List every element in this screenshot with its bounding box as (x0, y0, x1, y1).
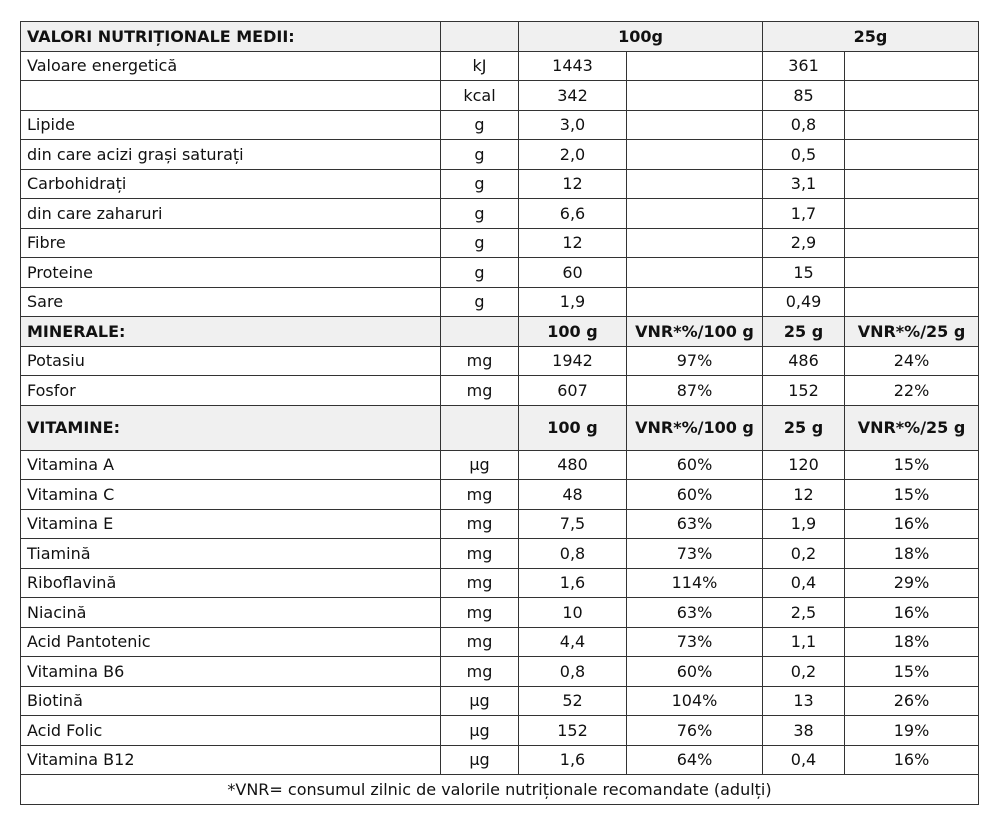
unit-cell: µg (441, 450, 519, 480)
vnr-100g: 104% (627, 686, 763, 716)
value-25g: 12 (763, 480, 845, 510)
unit-cell: mg (441, 539, 519, 569)
header-unit-cell (441, 405, 519, 450)
value-100g: 3,0 (519, 110, 627, 140)
header-100g: 100g (519, 22, 763, 52)
value-100g: 52 (519, 686, 627, 716)
vnr-25g: 15% (845, 450, 979, 480)
table-row (21, 81, 979, 111)
vnr-25g: 15% (845, 657, 979, 687)
vitamins-label: VITAMINE: (21, 405, 441, 450)
nutrient-name: Fibre (21, 228, 441, 258)
value-100g: 342 (519, 81, 627, 111)
empty-cell (845, 81, 979, 111)
table-row (21, 228, 979, 258)
value-100g: 1942 (519, 346, 627, 376)
nutrient-name: Valoare energetică (21, 51, 441, 81)
unit-cell: g (441, 228, 519, 258)
value-25g: 0,49 (763, 287, 845, 317)
header-row (21, 22, 979, 52)
empty-cell (627, 140, 763, 170)
empty-cell (845, 287, 979, 317)
value-100g: 7,5 (519, 509, 627, 539)
value-25g: 85 (763, 81, 845, 111)
value-100g: 1,6 (519, 568, 627, 598)
nutrient-name: Vitamina E (21, 509, 441, 539)
value-100g: 12 (519, 228, 627, 258)
vnr-100g: 97% (627, 346, 763, 376)
header-vnr-100g: VNR*%/100 g (627, 317, 763, 347)
nutrient-name: din care zaharuri (21, 199, 441, 229)
empty-cell (845, 51, 979, 81)
nutrient-name: Vitamina C (21, 480, 441, 510)
table-row (21, 627, 979, 657)
value-25g: 486 (763, 346, 845, 376)
value-100g: 12 (519, 169, 627, 199)
empty-cell (627, 169, 763, 199)
empty-cell (627, 258, 763, 288)
table-row (21, 745, 979, 775)
unit-cell: g (441, 287, 519, 317)
nutrient-name: Riboflavină (21, 568, 441, 598)
footnote-row (21, 775, 979, 805)
value-100g: 607 (519, 376, 627, 406)
value-25g: 0,4 (763, 745, 845, 775)
nutrient-name: Lipide (21, 110, 441, 140)
header-vnr-100g: VNR*%/100 g (627, 405, 763, 450)
table-row (21, 598, 979, 628)
value-25g: 1,9 (763, 509, 845, 539)
vnr-100g: 60% (627, 480, 763, 510)
empty-cell (845, 199, 979, 229)
value-100g: 152 (519, 716, 627, 746)
empty-cell (627, 51, 763, 81)
table-row (21, 258, 979, 288)
vnr-100g: 60% (627, 657, 763, 687)
nutrient-name: Vitamina B12 (21, 745, 441, 775)
value-25g: 0,2 (763, 657, 845, 687)
unit-cell: mg (441, 598, 519, 628)
nutrient-name: Carbohidrați (21, 169, 441, 199)
unit-cell: mg (441, 657, 519, 687)
vnr-25g: 22% (845, 376, 979, 406)
value-25g: 2,9 (763, 228, 845, 258)
empty-cell (845, 110, 979, 140)
value-25g: 38 (763, 716, 845, 746)
minerals-label: MINERALE: (21, 317, 441, 347)
nutrition-table (20, 21, 979, 805)
empty-cell (845, 258, 979, 288)
value-100g: 1,6 (519, 745, 627, 775)
vnr-100g: 76% (627, 716, 763, 746)
vnr-100g: 63% (627, 598, 763, 628)
table-row (21, 509, 979, 539)
table-row (21, 657, 979, 687)
nutrition-table-body (21, 22, 979, 805)
value-25g: 1,1 (763, 627, 845, 657)
value-100g: 60 (519, 258, 627, 288)
table-row (21, 51, 979, 81)
empty-cell (627, 81, 763, 111)
empty-cell (627, 287, 763, 317)
value-100g: 0,8 (519, 539, 627, 569)
value-25g: 361 (763, 51, 845, 81)
nutrient-name: Tiamină (21, 539, 441, 569)
header-vnr-25g: VNR*%/25 g (845, 405, 979, 450)
value-25g: 0,8 (763, 110, 845, 140)
header-unit-cell (441, 22, 519, 52)
value-25g: 15 (763, 258, 845, 288)
vnr-25g: 16% (845, 509, 979, 539)
unit-cell: mg (441, 376, 519, 406)
nutrient-name: Fosfor (21, 376, 441, 406)
nutrient-name: Proteine (21, 258, 441, 288)
header-25g: 25 g (763, 405, 845, 450)
vitamins-header-row (21, 405, 979, 450)
empty-cell (627, 199, 763, 229)
table-row (21, 376, 979, 406)
table-row (21, 169, 979, 199)
value-25g: 152 (763, 376, 845, 406)
value-100g: 1,9 (519, 287, 627, 317)
vnr-25g: 15% (845, 480, 979, 510)
value-25g: 3,1 (763, 169, 845, 199)
unit-cell: mg (441, 480, 519, 510)
vnr-100g: 114% (627, 568, 763, 598)
vnr-25g: 18% (845, 627, 979, 657)
nutrient-name: Niacină (21, 598, 441, 628)
vnr-100g: 87% (627, 376, 763, 406)
unit-cell: g (441, 258, 519, 288)
unit-cell: g (441, 199, 519, 229)
value-100g: 1443 (519, 51, 627, 81)
unit-cell: mg (441, 568, 519, 598)
vnr-25g: 16% (845, 598, 979, 628)
value-25g: 0,4 (763, 568, 845, 598)
nutrient-name: Vitamina A (21, 450, 441, 480)
value-25g: 1,7 (763, 199, 845, 229)
unit-cell: g (441, 169, 519, 199)
value-100g: 480 (519, 450, 627, 480)
vnr-100g: 73% (627, 539, 763, 569)
nutrient-name: Potasiu (21, 346, 441, 376)
vnr-100g: 64% (627, 745, 763, 775)
footnote: *VNR= consumul zilnic de valorile nutriționale recomandate (adulți) (21, 775, 979, 805)
header-vnr-25g: VNR*%/25 g (845, 317, 979, 347)
vnr-100g: 73% (627, 627, 763, 657)
minerals-header-row (21, 317, 979, 347)
table-row (21, 480, 979, 510)
nutrient-name (21, 81, 441, 111)
empty-cell (627, 110, 763, 140)
table-row (21, 346, 979, 376)
table-row (21, 287, 979, 317)
unit-cell: µg (441, 686, 519, 716)
empty-cell (845, 140, 979, 170)
value-100g: 10 (519, 598, 627, 628)
table-row (21, 450, 979, 480)
unit-cell: µg (441, 745, 519, 775)
header-100g: 100 g (519, 317, 627, 347)
value-25g: 13 (763, 686, 845, 716)
table-row (21, 110, 979, 140)
vnr-100g: 63% (627, 509, 763, 539)
header-unit-cell (441, 317, 519, 347)
unit-cell: mg (441, 509, 519, 539)
value-25g: 0,5 (763, 140, 845, 170)
value-100g: 2,0 (519, 140, 627, 170)
unit-cell: g (441, 140, 519, 170)
unit-cell: g (441, 110, 519, 140)
header-100g: 100 g (519, 405, 627, 450)
nutrient-name: Acid Folic (21, 716, 441, 746)
unit-cell: kJ (441, 51, 519, 81)
vnr-25g: 18% (845, 539, 979, 569)
value-25g: 0,2 (763, 539, 845, 569)
vnr-25g: 24% (845, 346, 979, 376)
nutrient-name: din care acizi grași saturați (21, 140, 441, 170)
table-row (21, 686, 979, 716)
value-25g: 120 (763, 450, 845, 480)
table-row (21, 199, 979, 229)
nutrient-name: Sare (21, 287, 441, 317)
header-25g: 25g (763, 22, 979, 52)
table-row (21, 716, 979, 746)
nutrient-name: Acid Pantotenic (21, 627, 441, 657)
unit-cell: kcal (441, 81, 519, 111)
empty-cell (627, 228, 763, 258)
vnr-25g: 19% (845, 716, 979, 746)
value-100g: 4,4 (519, 627, 627, 657)
header-25g: 25 g (763, 317, 845, 347)
value-100g: 48 (519, 480, 627, 510)
value-100g: 0,8 (519, 657, 627, 687)
table-row (21, 539, 979, 569)
vnr-25g: 16% (845, 745, 979, 775)
unit-cell: mg (441, 346, 519, 376)
vnr-25g: 29% (845, 568, 979, 598)
vnr-25g: 26% (845, 686, 979, 716)
nutrient-name: Vitamina B6 (21, 657, 441, 687)
value-100g: 6,6 (519, 199, 627, 229)
unit-cell: mg (441, 627, 519, 657)
table-title: VALORI NUTRIȚIONALE MEDII: (21, 22, 441, 52)
nutrient-name: Biotină (21, 686, 441, 716)
table-row (21, 568, 979, 598)
empty-cell (845, 169, 979, 199)
unit-cell: µg (441, 716, 519, 746)
table-row (21, 140, 979, 170)
vnr-100g: 60% (627, 450, 763, 480)
value-25g: 2,5 (763, 598, 845, 628)
empty-cell (845, 228, 979, 258)
